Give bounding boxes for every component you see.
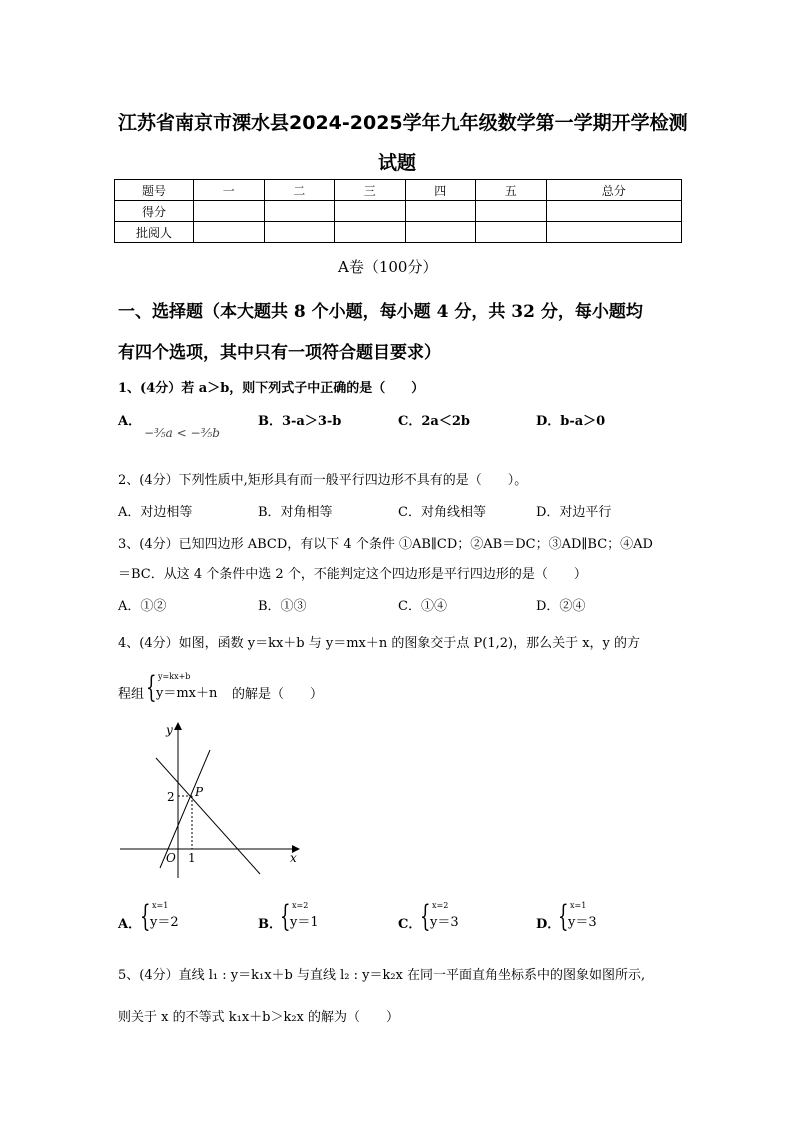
- q3-stem-line2: ＝BC．从这 4 个条件中选 2 个，不能判定这个四边形是平行四边形的是（ ）: [118, 567, 587, 582]
- table-cell: 五: [476, 180, 547, 201]
- q2-option-c[interactable]: C．对角线相等: [398, 505, 486, 520]
- brace-icon: {: [146, 670, 157, 705]
- y-axis-arrow: [174, 722, 182, 730]
- q3-option-b[interactable]: B．①③: [258, 599, 307, 614]
- tick-y-label: 2: [167, 790, 175, 804]
- q4-stem-line1: 4、(4分）如图，函数 y＝kx＋b 与 y＝mx＋n 的图象交于点 P(1,2)，那么关于 x，y 的方: [118, 636, 641, 651]
- q4-option-a-label[interactable]: A．: [118, 917, 142, 932]
- y-axis-label: y: [166, 723, 173, 737]
- brace-icon: {: [140, 899, 151, 934]
- q2-option-d[interactable]: D．对边平行: [536, 505, 612, 520]
- q3-stem-line1: 3、(4分）已知四边形 ABCD，有以下 4 个条件 ①AB∥CD；②AB＝DC；③AD∥BC；④AD: [118, 537, 653, 552]
- table-cell[interactable]: [335, 201, 406, 222]
- table-cell: 题号: [115, 180, 194, 201]
- system-bottom: y＝3: [430, 915, 459, 930]
- brace-icon: {: [420, 899, 431, 934]
- table-cell[interactable]: [194, 222, 265, 243]
- table-cell[interactable]: [335, 222, 406, 243]
- q4-stem-prefix: 程组: [118, 687, 145, 702]
- table-cell[interactable]: [264, 201, 335, 222]
- table-cell[interactable]: [476, 222, 547, 243]
- system-top: y=kx+b: [158, 672, 191, 681]
- score-table-header: [115, 180, 682, 201]
- score-table: [114, 179, 682, 243]
- q2-stem: 2、(4分）下列性质中,矩形具有而一般平行四边形不具有的是（ ）。: [118, 473, 528, 488]
- table-cell: 批阅人: [115, 222, 194, 243]
- system-top: x=1: [152, 901, 169, 910]
- q4-graph: [116, 718, 316, 883]
- volume-heading: A卷（100分）: [338, 258, 438, 276]
- table-cell[interactable]: [194, 201, 265, 222]
- table-cell[interactable]: [405, 201, 476, 222]
- table-cell: 总分: [546, 180, 682, 201]
- table-cell: 四: [405, 180, 476, 201]
- table-cell[interactable]: [264, 222, 335, 243]
- q4-stem-suffix: 的解是（ ）: [232, 687, 324, 702]
- table-cell: 一: [194, 180, 265, 201]
- system-bottom: y＝3: [568, 915, 597, 930]
- system-bottom: y＝1: [290, 915, 319, 930]
- q1-option-d[interactable]: D．b-a＞0: [536, 414, 606, 429]
- section1-line1: 一、选择题（本大题共 8 个小题，每小题 4 分，共 32 分，每小题均: [118, 302, 643, 322]
- system-bottom: y＝2: [150, 915, 179, 930]
- q5-stem-line2: 则关于 x 的不等式 k₁x＋b＞k₂x 的解为（ ）: [118, 1010, 400, 1025]
- q5-stem-line1: 5、(4分）直线 l₁ : y＝k₁x＋b 与直线 l₂ : y＝k₂x 在同一平面直角坐标系中的图象如图所示,: [118, 968, 646, 983]
- system-top: x=2: [292, 901, 309, 910]
- q2-option-a[interactable]: A．对边相等: [118, 505, 193, 520]
- q4-option-b-label[interactable]: B．: [258, 917, 282, 932]
- q4-option-c-label[interactable]: C．: [398, 917, 422, 932]
- x-axis-label: x: [290, 851, 297, 865]
- title-line1: 江苏省南京市溧水县2024-2025学年九年级数学第一学期开学检测: [118, 112, 688, 134]
- tick-x-label: 1: [188, 851, 196, 865]
- system-top: x=1: [570, 901, 587, 910]
- section1-line2: 有四个选项，其中只有一项符合题目要求）: [118, 343, 441, 363]
- q1-option-c[interactable]: C．2a＜2b: [398, 414, 470, 429]
- table-row: [115, 201, 682, 222]
- table-cell: 三: [335, 180, 406, 201]
- q2-option-b[interactable]: B．对角相等: [258, 505, 333, 520]
- table-cell: 得分: [115, 201, 194, 222]
- table-cell[interactable]: [476, 201, 547, 222]
- q3-option-d[interactable]: D．②④: [536, 599, 586, 614]
- q1-option-a-label[interactable]: A．: [118, 414, 142, 429]
- system-bottom: y＝mx＋n: [156, 686, 218, 701]
- q1-option-b[interactable]: B．3-a＞3-b: [258, 414, 342, 429]
- table-row: [115, 222, 682, 243]
- brace-icon: {: [280, 899, 291, 934]
- table-cell[interactable]: [546, 201, 682, 222]
- q1-stem: 1、(4分）若 a＞b，则下列式子中正确的是（ ）: [118, 381, 425, 396]
- system-top: x=2: [432, 901, 449, 910]
- q4-option-d-label[interactable]: D．: [536, 917, 561, 932]
- title-line2: 试题: [378, 152, 417, 174]
- brace-icon: {: [558, 899, 569, 934]
- q1-option-a-expr[interactable]: −⅗a < −⅗b: [144, 426, 220, 440]
- point-p-label: P: [195, 785, 204, 799]
- q3-option-c[interactable]: C．①④: [398, 599, 447, 614]
- table-cell: 二: [264, 180, 335, 201]
- q3-option-a[interactable]: A．①②: [118, 599, 167, 614]
- table-cell[interactable]: [546, 222, 682, 243]
- origin-label: O: [166, 851, 176, 865]
- table-cell[interactable]: [405, 222, 476, 243]
